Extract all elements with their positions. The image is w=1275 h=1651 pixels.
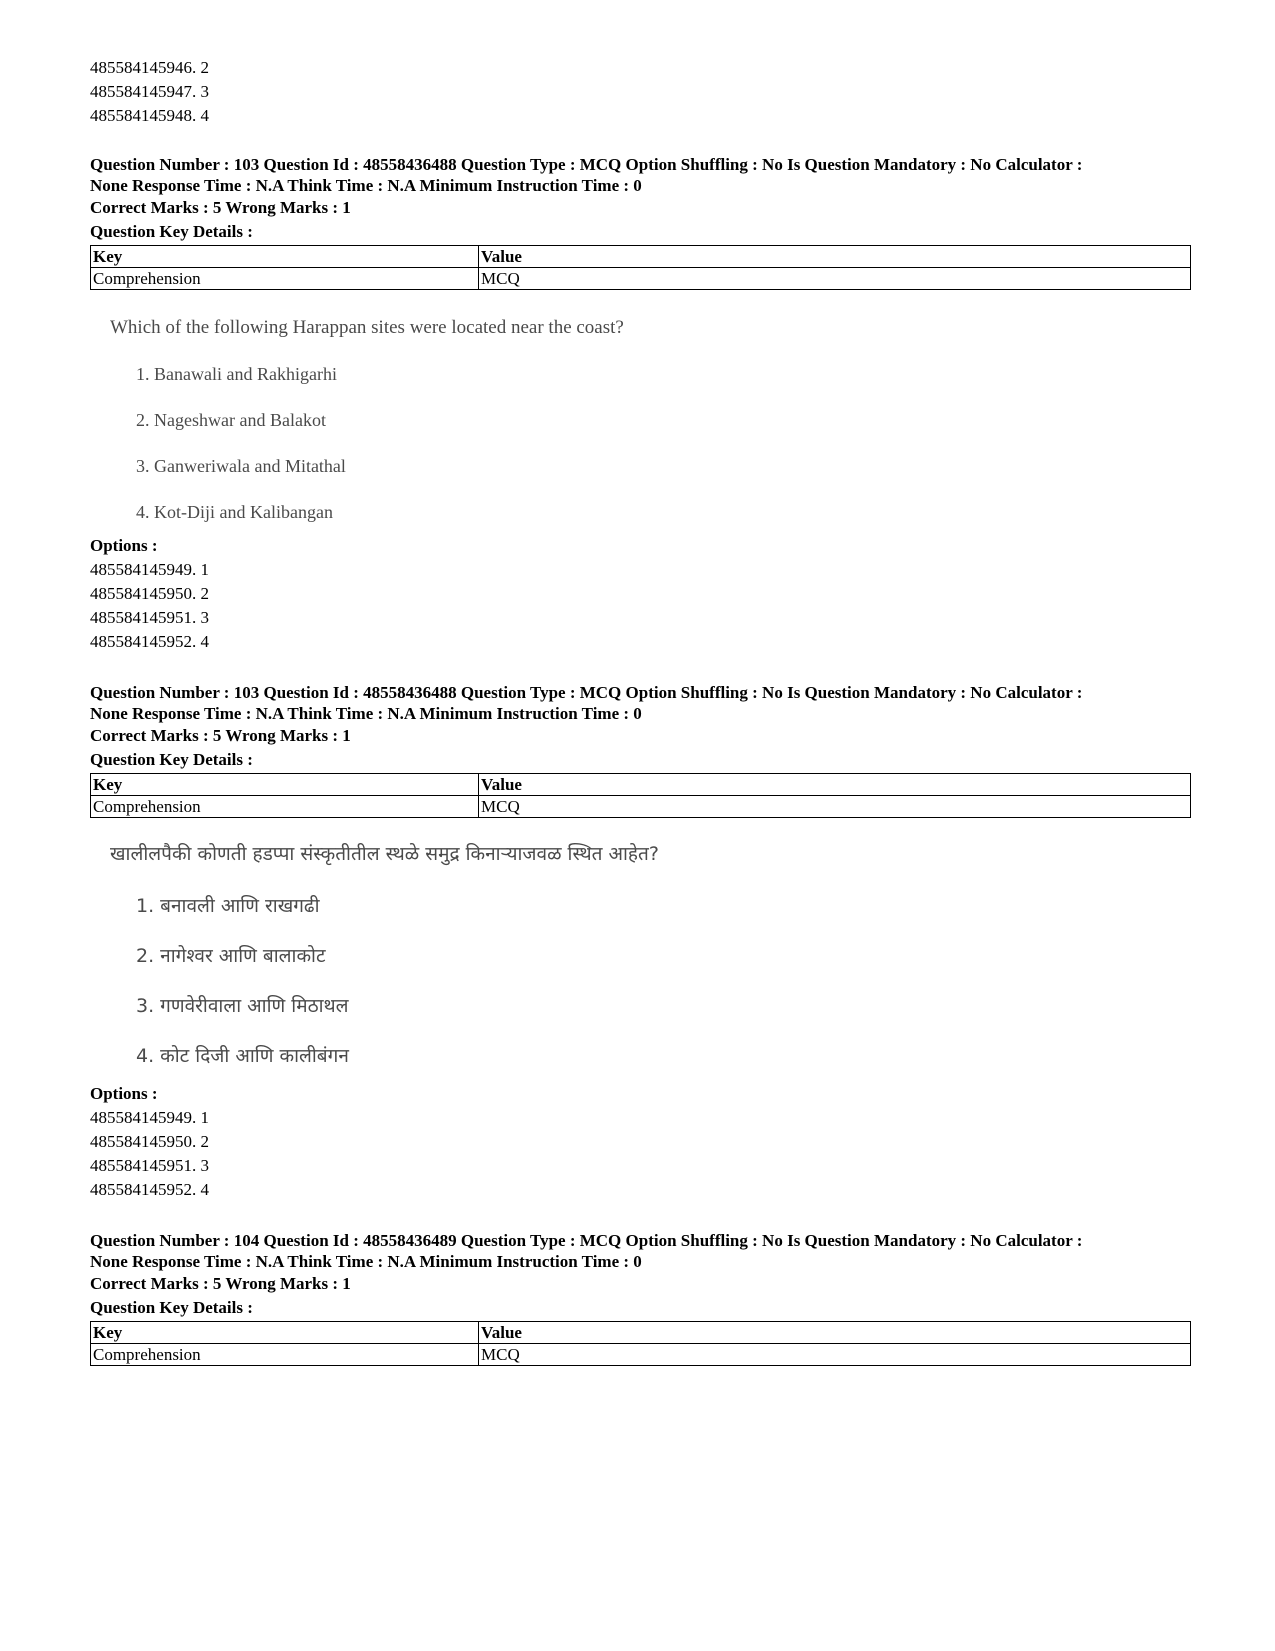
choice-item: 2. Nageshwar and Balakot — [136, 410, 326, 430]
option-line: 485584145947. 3 — [90, 82, 209, 101]
question-block — [90, 682, 1190, 1202]
question-header — [90, 1230, 1190, 1272]
question-header — [90, 682, 1190, 724]
option-line: 485584145952. 4 — [90, 1180, 209, 1199]
table-header-value: Value — [479, 1322, 1191, 1344]
question-header-line: Question Number : 103 Question Id : 48558436488 Question Type : MCQ Option Shuffling : No Is Question Mandatory : No Calculator : — [90, 155, 1083, 174]
key-details-table — [90, 773, 1191, 818]
key-details-label: Question Key Details : — [90, 222, 253, 241]
question-header-line: None Response Time : N.A Think Time : N.A Minimum Instruction Time : 0 — [90, 704, 642, 723]
key-details-label: Question Key Details : — [90, 1298, 253, 1317]
option-line: 485584145951. 3 — [90, 608, 209, 627]
option-line: 485584145949. 1 — [90, 560, 209, 579]
key-details-table — [90, 1321, 1191, 1366]
option-line: 485584145951. 3 — [90, 1156, 209, 1175]
option-line: 485584145946. 2 — [90, 58, 209, 77]
key-details-table — [90, 245, 1191, 290]
table-row — [91, 268, 1191, 290]
table-row — [91, 796, 1191, 818]
table-header-key: Key — [91, 1322, 479, 1344]
choice-item: 4. कोट दिजी आणि कालीबंगन — [136, 1045, 349, 1067]
table-cell-value: MCQ — [479, 268, 1191, 290]
table-header-row — [91, 1322, 1191, 1344]
table-row — [91, 1344, 1191, 1366]
choice-item: 2. नागेश्वर आणि बालाकोट — [136, 945, 326, 967]
marks-line: Correct Marks : 5 Wrong Marks : 1 — [90, 726, 351, 745]
table-cell-value: MCQ — [479, 796, 1191, 818]
option-line: 485584145952. 4 — [90, 632, 209, 651]
option-line: 485584145948. 4 — [90, 106, 209, 125]
question-header — [90, 154, 1190, 196]
question-header-line: None Response Time : N.A Think Time : N.A Minimum Instruction Time : 0 — [90, 1252, 642, 1271]
table-header-key: Key — [91, 774, 479, 796]
table-header-value: Value — [479, 246, 1191, 268]
choice-item: 1. Banawali and Rakhigarhi — [136, 364, 337, 384]
question-header-line: None Response Time : N.A Think Time : N.A Minimum Instruction Time : 0 — [90, 176, 642, 195]
choice-item: 4. Kot-Diji and Kalibangan — [136, 502, 333, 522]
table-cell-key: Comprehension — [91, 268, 479, 290]
option-line: 485584145950. 2 — [90, 1132, 209, 1151]
choice-item: 3. Ganweriwala and Mitathal — [136, 456, 346, 476]
table-cell-key: Comprehension — [91, 1344, 479, 1366]
option-line: 485584145950. 2 — [90, 584, 209, 603]
question-header-line: Question Number : 104 Question Id : 48558436489 Question Type : MCQ Option Shuffling : No Is Question Mandatory : No Calculator : — [90, 1231, 1083, 1250]
table-header-key: Key — [91, 246, 479, 268]
document-page — [90, 56, 1190, 1366]
options-label: Options : — [90, 1084, 158, 1103]
key-details-label: Question Key Details : — [90, 750, 253, 769]
marks-line: Correct Marks : 5 Wrong Marks : 1 — [90, 198, 351, 217]
table-cell-key: Comprehension — [91, 796, 479, 818]
choice-item: 3. गणवेरीवाला आणि मिठाथल — [136, 995, 349, 1017]
question-text: Which of the following Harappan sites were located near the coast? — [110, 317, 624, 338]
question-block — [90, 1230, 1190, 1366]
previous-options-list — [90, 56, 1190, 128]
marks-line: Correct Marks : 5 Wrong Marks : 1 — [90, 1274, 351, 1293]
table-header-value: Value — [479, 774, 1191, 796]
question-header-line: Question Number : 103 Question Id : 48558436488 Question Type : MCQ Option Shuffling : No Is Question Mandatory : No Calculator : — [90, 683, 1083, 702]
table-header-row — [91, 774, 1191, 796]
question-text: खालीलपैकी कोणती हडप्पा संस्कृतीतील स्थळे समुद्र किनाऱ्याजवळ स्थित आहेत? — [110, 843, 659, 865]
option-line: 485584145949. 1 — [90, 1108, 209, 1127]
question-block — [90, 154, 1190, 654]
question-image-english — [110, 310, 1190, 534]
choice-item: 1. बनावली आणि राखगढी — [136, 895, 320, 917]
question-image-marathi — [110, 836, 1190, 1082]
table-cell-value: MCQ — [479, 1344, 1191, 1366]
table-header-row — [91, 246, 1191, 268]
options-label: Options : — [90, 536, 158, 555]
